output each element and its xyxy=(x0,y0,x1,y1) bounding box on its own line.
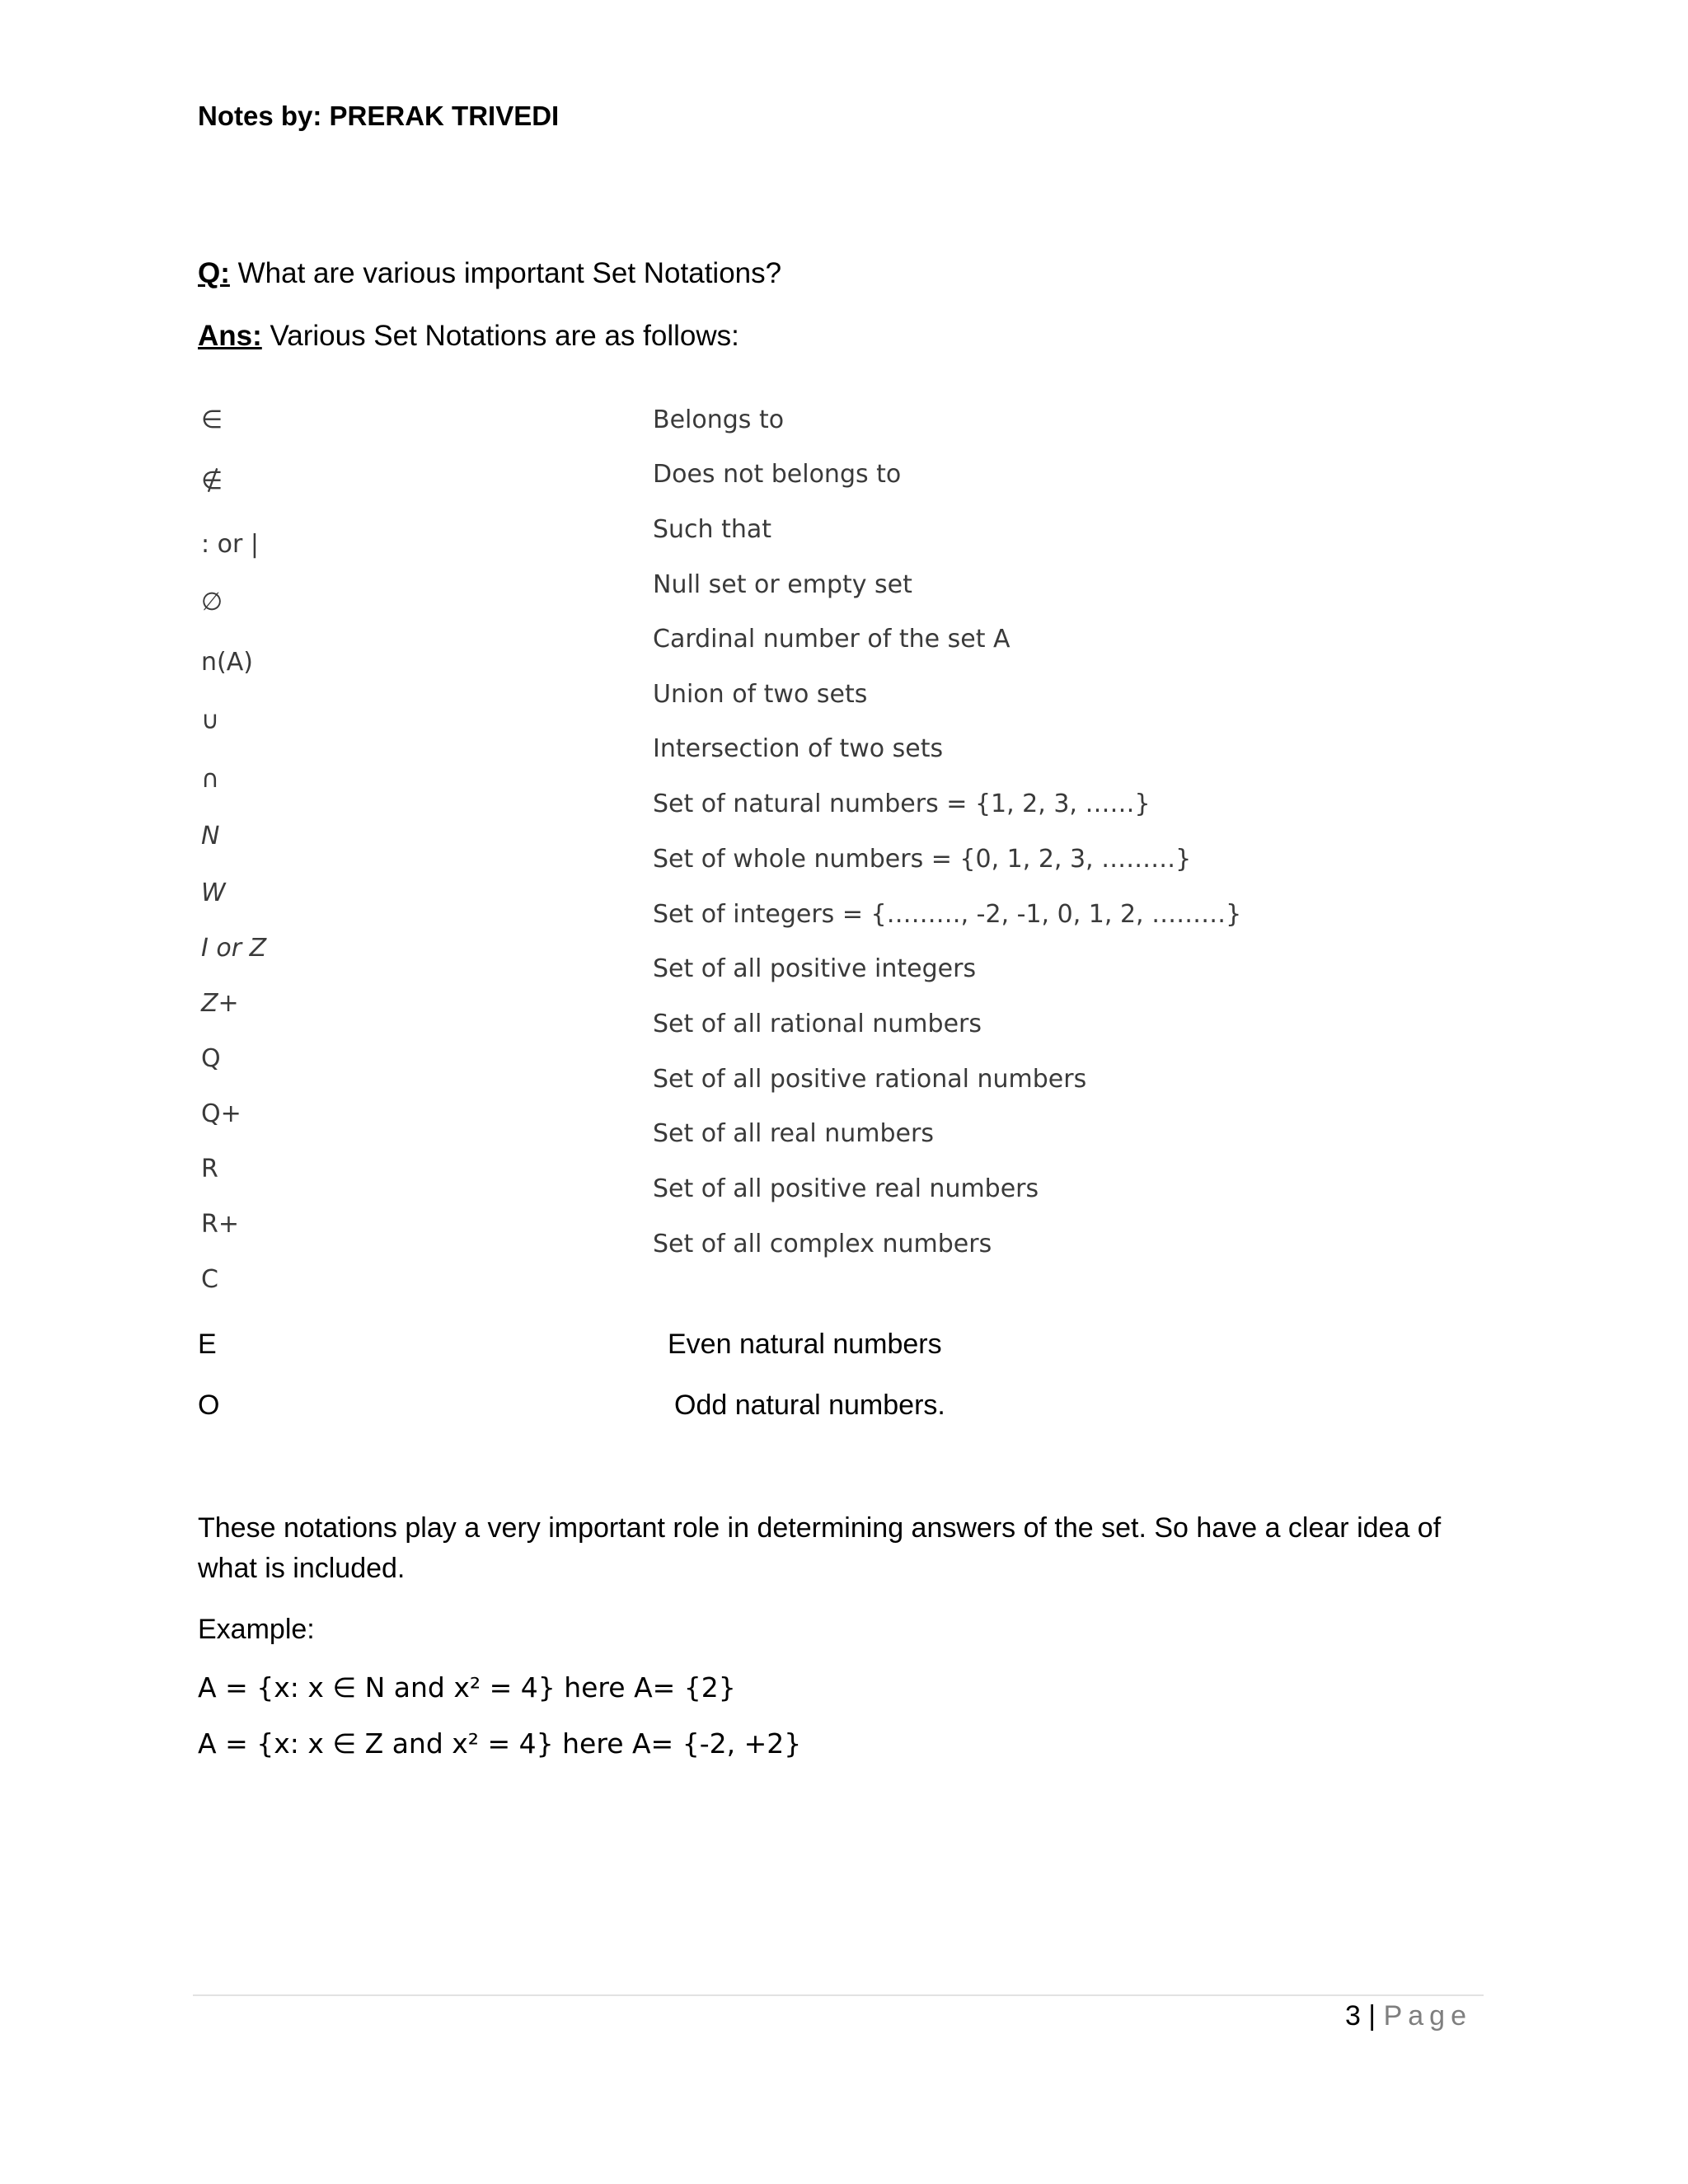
notation-symbol: ∅ xyxy=(201,588,223,616)
notation-symbol: W xyxy=(201,879,226,907)
question xyxy=(198,257,781,290)
notation-symbol: I or Z xyxy=(201,934,267,963)
notation-meaning: Null set or empty set xyxy=(653,570,912,599)
notation-meaning: Set of all positive integers xyxy=(653,954,977,983)
notation-symbol: ∈ xyxy=(201,405,223,434)
page-word: Page xyxy=(1383,2000,1472,2032)
page-footer xyxy=(1345,2000,1472,2032)
notation-meaning: Intersection of two sets xyxy=(653,734,944,763)
notation-symbol: ∉ xyxy=(201,466,223,495)
question-label: Q: xyxy=(198,257,230,289)
answer-label: Ans: xyxy=(198,320,262,352)
notation-meaning: Set of all real numbers xyxy=(653,1119,934,1148)
example-label: Example: xyxy=(198,1614,315,1645)
notation-symbol: ∪ xyxy=(201,706,219,735)
page-header: Notes by: PRERAK TRIVEDI xyxy=(198,101,560,131)
example-line: A = {x: x ∈ N and x² = 4} here A= {2} xyxy=(198,1671,736,1704)
notation-symbol: Z+ xyxy=(201,989,239,1018)
extra-notation-meaning: Even natural numbers xyxy=(668,1329,942,1360)
notation-meaning: Belongs to xyxy=(653,405,785,434)
notation-symbol: ∩ xyxy=(201,765,219,794)
notation-meaning: Cardinal number of the set A xyxy=(653,625,1010,654)
notation-meaning: Set of whole numbers = {0, 1, 2, 3, ………} xyxy=(653,845,1192,874)
notation-symbol: n(A) xyxy=(201,648,253,677)
notation-symbol: Q+ xyxy=(201,1099,241,1128)
notation-meaning: Set of all complex numbers xyxy=(653,1230,992,1258)
answer xyxy=(198,320,739,353)
notation-symbol: Q xyxy=(201,1044,221,1073)
notation-meaning: Set of integers = {………, -2, -1, 0, 1, 2, ………} xyxy=(653,900,1242,929)
notation-meaning: Union of two sets xyxy=(653,680,868,709)
extra-notation-meaning: Odd natural numbers. xyxy=(674,1390,945,1421)
notation-meaning: Does not belongs to xyxy=(653,460,902,489)
example-line: A = {x: x ∈ Z and x² = 4} here A= {-2, +2} xyxy=(198,1727,802,1760)
notation-meaning: Set of all rational numbers xyxy=(653,1010,982,1038)
answer-text: Various Set Notations are as follows: xyxy=(261,320,739,352)
notation-meaning: Set of all positive rational numbers xyxy=(653,1065,1087,1094)
page-number: 3 xyxy=(1344,2000,1361,2032)
notation-meaning: Set of all positive real numbers xyxy=(653,1174,1039,1203)
extra-notation-symbol: O xyxy=(198,1390,220,1421)
notation-symbol: R xyxy=(201,1155,218,1183)
notation-symbol: : or | xyxy=(201,530,259,559)
page-separator: | xyxy=(1360,2000,1384,2032)
footer-divider xyxy=(193,1994,1484,1996)
notation-symbol: C xyxy=(201,1265,218,1294)
explanation-paragraph: These notations play a very important role in determining answers of the set. So have a clear idea of what is included. xyxy=(198,1512,1442,1584)
notation-symbol: N xyxy=(201,822,220,851)
question-text: What are various important Set Notations? xyxy=(229,257,782,289)
notation-meaning: Set of natural numbers = {1, 2, 3, ……} xyxy=(653,790,1151,818)
notation-symbol: R+ xyxy=(201,1210,239,1239)
notation-meaning: Such that xyxy=(653,515,772,544)
extra-notation-symbol: E xyxy=(198,1329,217,1360)
